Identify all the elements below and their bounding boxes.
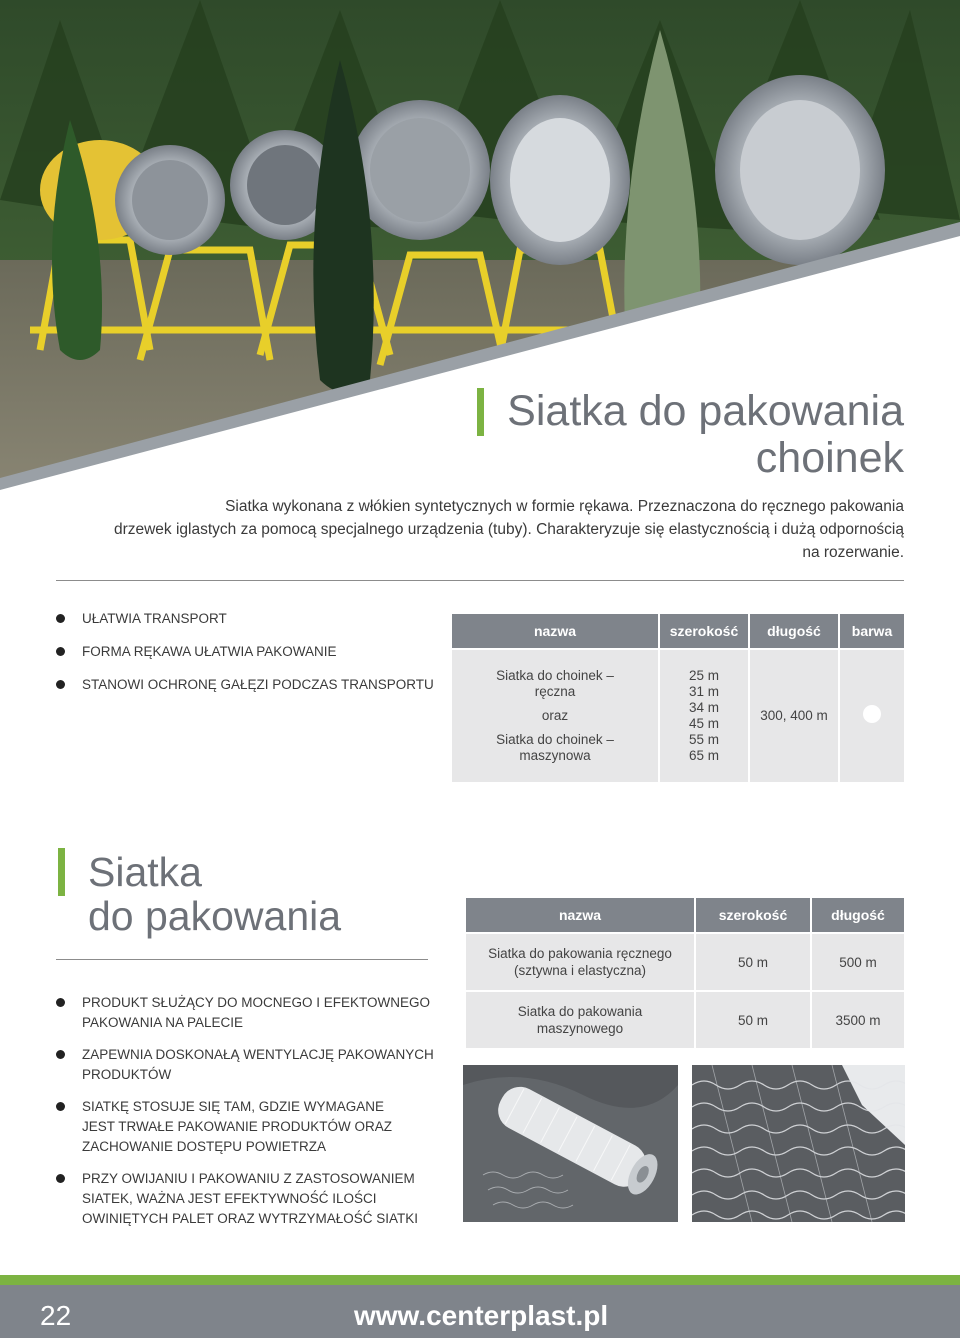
cell-width: 50 m [694,932,810,990]
cell-text: 31 m [688,684,719,699]
title-accent-bar [58,848,65,896]
cell-text: ręczna [534,684,576,699]
feature-item [56,1169,436,1229]
website-link[interactable]: www.centerplast.pl [354,1300,609,1331]
column-header-length: długość [748,614,838,648]
title-line: Siatka [88,849,202,895]
table-header-row [466,898,904,932]
table-row [452,648,904,782]
cell-width [658,648,748,782]
net-roll-photo [463,1065,678,1222]
column-header-color: barwa [838,614,904,648]
feature-text: OWINIĘTYCH PALET ORAZ WYTRZYMAŁOŚĆ SIATKI [82,1211,419,1226]
cell-text: Siatka do pakowania ręcznego [488,946,672,961]
footer-accent-stripe [0,1275,960,1285]
feature-text: PRZY OWIJANIU I PAKOWANIU Z ZASTOSOWANIEM [82,1171,415,1186]
title-accent-bar [477,388,484,436]
table-row [466,990,904,1048]
spec-table-christmas-tree-net [452,614,904,782]
cell-text: maszynowego [536,1021,624,1036]
cell-text: 34 m [688,700,719,715]
description-line: na rozerwanie. [802,544,904,561]
net-texture-photo [692,1065,905,1222]
feature-text: ZACHOWANIE DOSTĘPU POWIETRZA [82,1139,327,1154]
cell-text: 25 m [688,668,719,683]
cell-length: 3500 m [810,990,904,1048]
cell-width: 50 m [694,990,810,1048]
feature-text: PAKOWANIA NA PALECIE [82,1015,244,1030]
feature-item [56,1097,436,1157]
color-swatch-white [863,705,881,723]
spec-table-packing-net [466,898,904,1048]
cell-text: Siatka do pakowania [517,1004,643,1019]
table-header-row [452,614,904,648]
description-line: Siatka wykonana z włókien syntetycznych w formie rękawa. Przeznaczona do ręcznego pakowania [225,498,904,515]
cell-text: 45 m [688,716,719,731]
column-header-name: nazwa [466,898,694,932]
section-title-christmas-tree-net [507,388,904,482]
cell-text: 55 m [688,732,719,747]
cell-length: 500 m [810,932,904,990]
cell-name [466,990,694,1048]
feature-item: FORMA RĘKAWA UŁATWIA PAKOWANIE [56,643,434,660]
table-row [466,932,904,990]
cell-name [452,648,658,782]
feature-list [56,993,436,1241]
cell-length: 300, 400 m [748,648,838,782]
column-header-name: nazwa [452,614,658,648]
feature-text: SIATEK, WAŻNA JEST EFEKTYWNOŚĆ ILOŚCI [82,1191,377,1206]
section-divider [56,580,904,581]
page-number: 22 [40,1300,72,1331]
title-line: choinek [755,434,904,482]
feature-text: PRODUKT SŁUŻĄCY DO MOCNEGO I EFEKTOWNEGO [82,995,431,1010]
feature-list [56,610,434,709]
section-title-packing-net [88,850,341,938]
cell-text: 65 m [688,748,719,763]
title-line: do pakowania [88,893,342,939]
section-divider [56,959,428,960]
description-line: drzewek iglastych za pomocą specjalnego urządzenia (tuby). Charakteryzuje się elastycznością i dużą odpornością [113,521,904,538]
cell-name [466,932,694,990]
cell-text: maszynowa [519,748,591,763]
title-line: Siatka do pakowania [507,387,904,435]
feature-item: STANOWI OCHRONĘ GAŁĘZI PODCZAS TRANSPORTU [56,676,434,693]
feature-item [56,993,436,1033]
feature-text: ZAPEWNIA DOSKONAŁĄ WENTYLACJĘ PAKOWANYCH [82,1047,434,1062]
column-header-width: szerokość [658,614,748,648]
feature-text: SIATKĘ STOSUJE SIĘ TAM, GDZIE WYMAGANE [82,1099,385,1114]
column-header-width: szerokość [694,898,810,932]
cell-text: oraz [541,708,569,723]
cell-text: (sztywna i elastyczna) [513,963,647,978]
column-header-length: długość [810,898,904,932]
feature-text: PRODUKTÓW [82,1067,172,1082]
cell-text: Siatka do choinek – [496,732,614,747]
cell-color [838,648,904,782]
feature-text: JEST TRWAŁE PAKOWANIE PRODUKTÓW ORAZ [82,1119,393,1134]
product-description [44,495,904,564]
cell-text: Siatka do choinek – [496,668,614,683]
feature-item: UŁATWIA TRANSPORT [56,610,434,627]
feature-item [56,1045,436,1085]
